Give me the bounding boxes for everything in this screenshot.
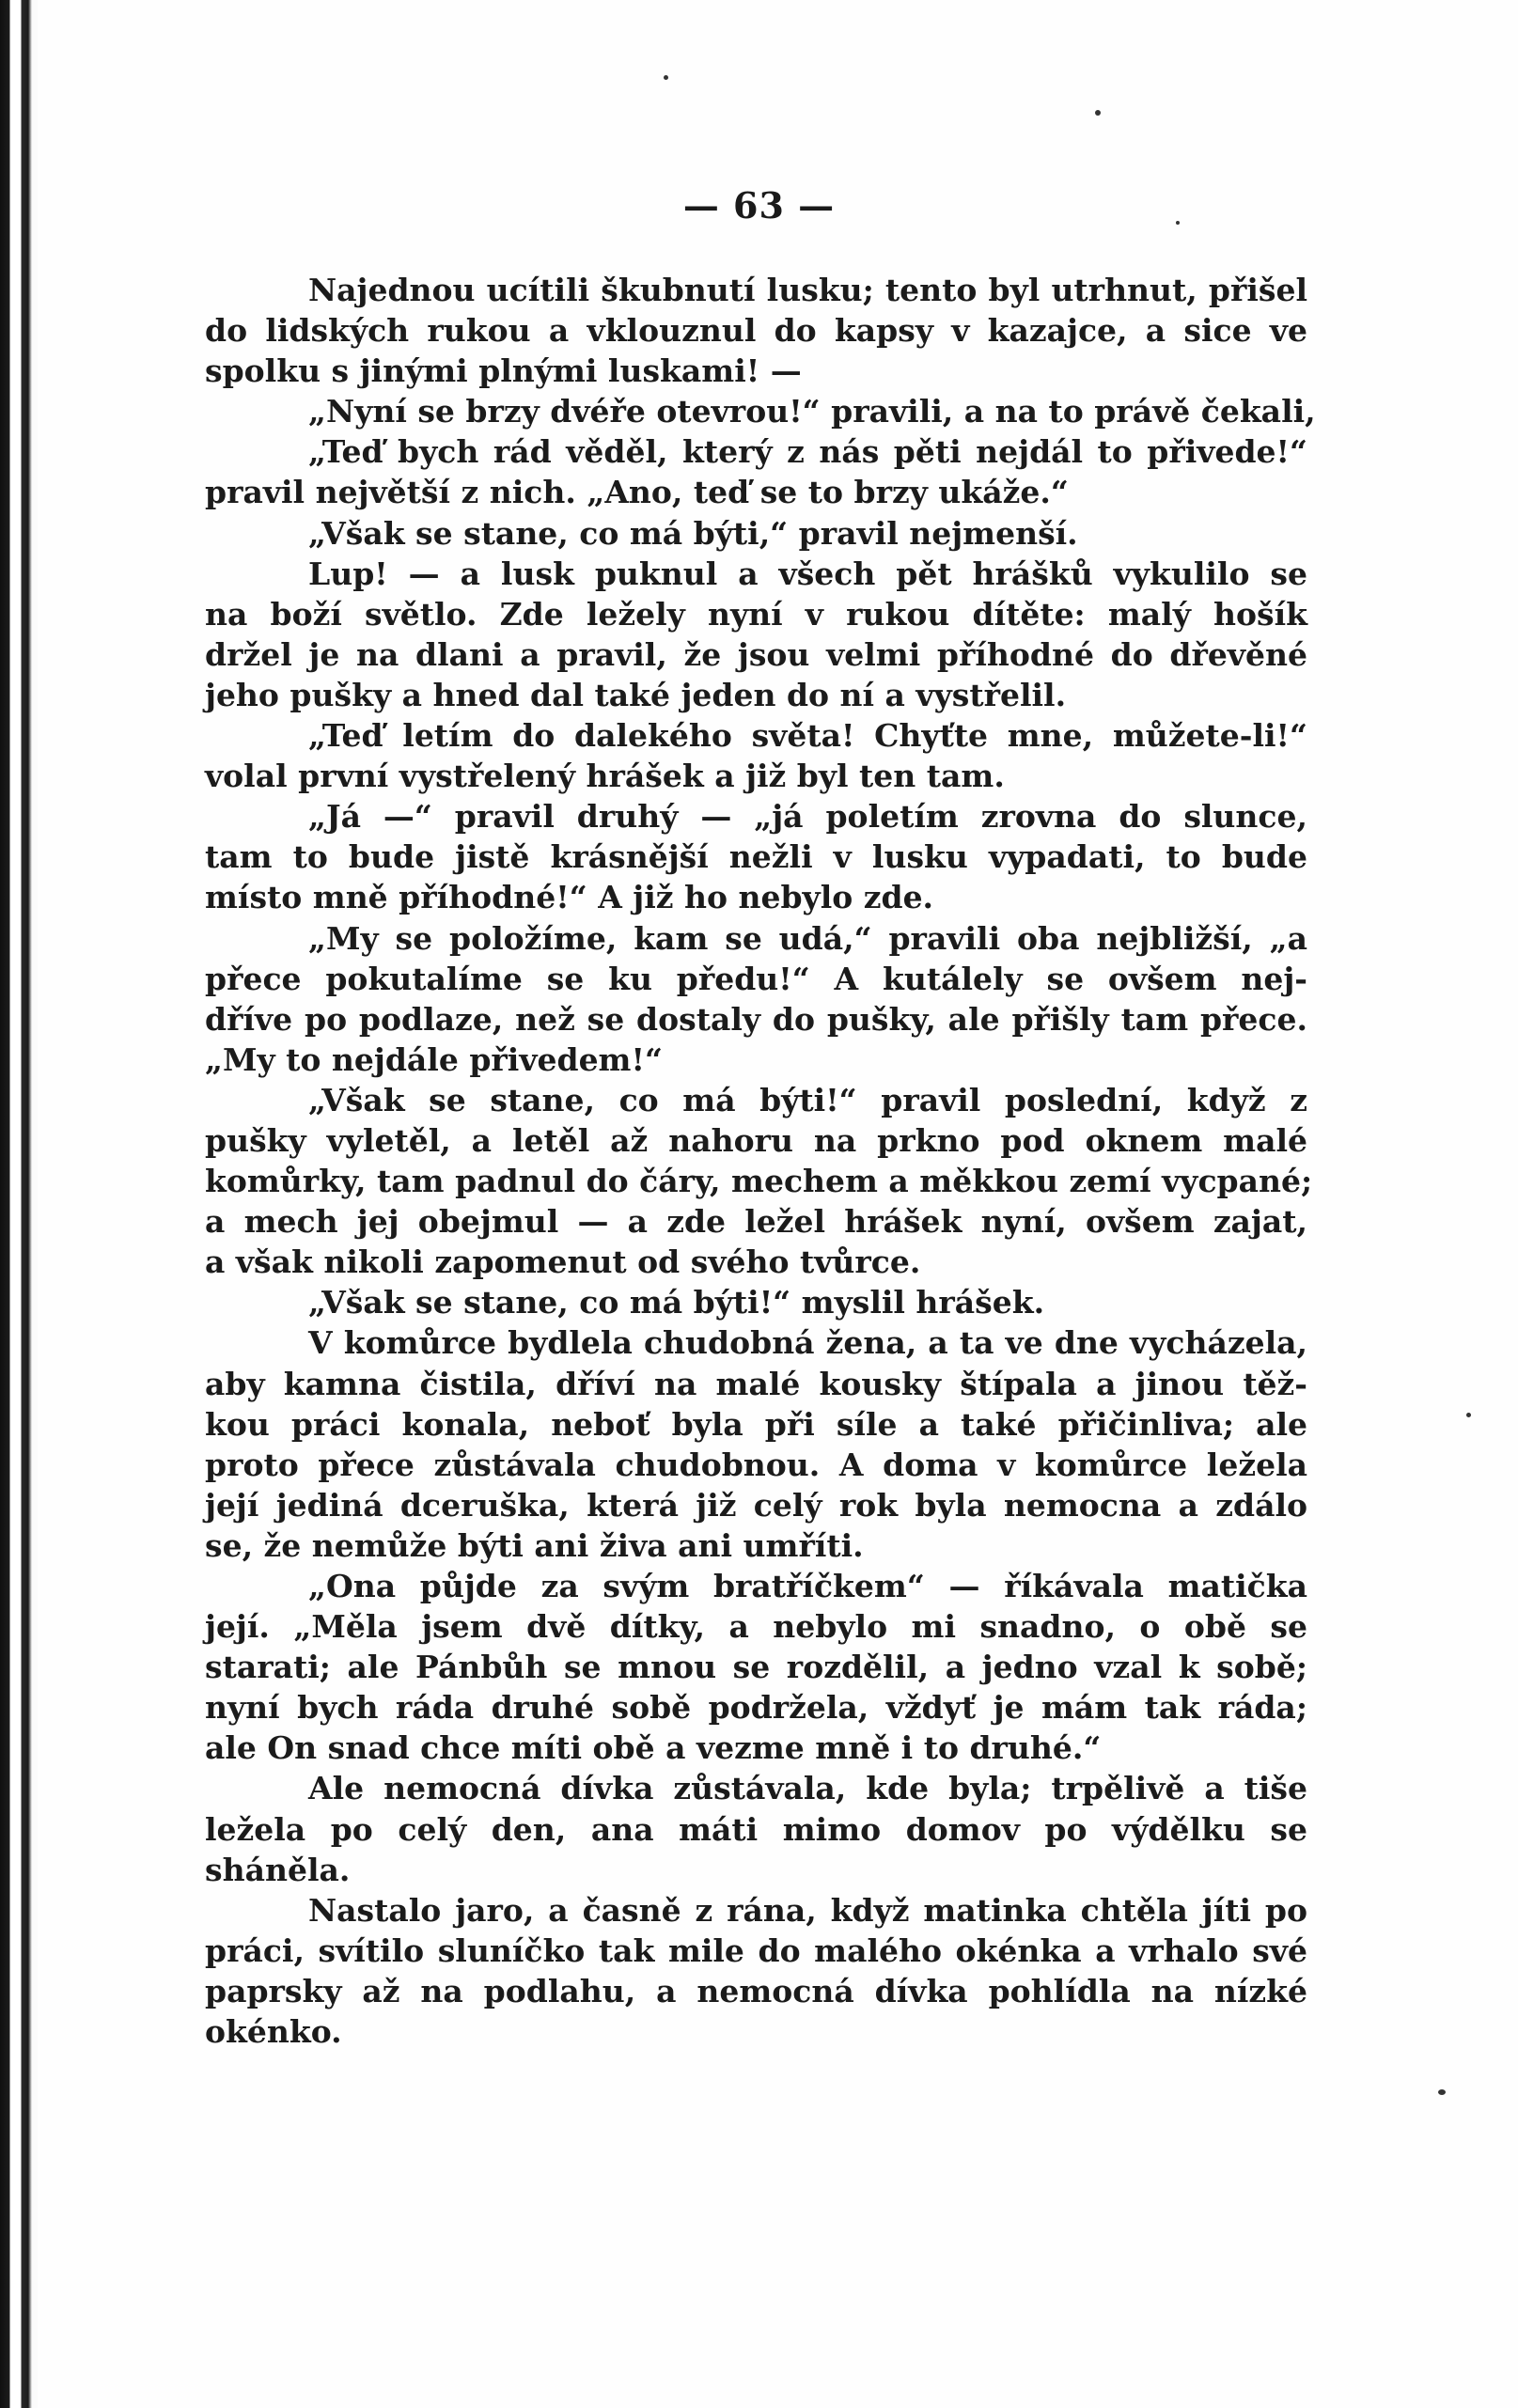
text-line: starati; ale Pánbůh se mnou se rozdělil, a jedno vzal k sobě; xyxy=(205,1649,1307,1686)
text-line: ležela po celý den, ana máti mimo domov po výdělku se xyxy=(205,1810,1307,1848)
text-line: nyní bych ráda druhé sobě podržela, vždyť je mám tak ráda; xyxy=(205,1689,1307,1727)
text-line: sháněla. xyxy=(205,1851,351,1888)
scan-speck xyxy=(664,75,668,80)
text-line: se, že nemůže býti ani živa ani umříti. xyxy=(205,1526,864,1564)
text-line: „My se položíme, kam se udá,“ pravili oba nejbližší, „a xyxy=(308,919,1307,957)
text-line: její. „Měla jsem dvě dítky, a nebylo mi snadno, o obě se xyxy=(205,1608,1307,1646)
text-line: „Teď bych rád věděl, který z nás pěti nejdál to přivede!“ xyxy=(308,433,1307,471)
text-line: „My to nejdále přivedem!“ xyxy=(205,1040,663,1078)
text-line: a mech jej obejmul — a zde ležel hrášek nyní, ovšem zajat, xyxy=(205,1203,1307,1241)
text-line: místo mně příhodné!“ A již ho nebylo zde. xyxy=(205,879,934,916)
text-line: Nastalo jaro, a časně z rána, když matinka chtěla jíti po xyxy=(308,1891,1307,1929)
text-line: ale On snad chce míti obě a vezme mně i to druhé.“ xyxy=(205,1729,1102,1767)
text-line: „Však se stane, co má býti!“ pravil poslední, když z xyxy=(308,1081,1307,1118)
text-line: „Teď letím do dalekého světa! Chyťte mne, můžete-li!“ xyxy=(308,717,1307,755)
text-line: na boží světlo. Zde ležely nyní v rukou dítěte: malý hošík xyxy=(205,595,1307,633)
book-spine-edge xyxy=(0,0,38,2408)
text-line: „Nyní se brzy dvéře otevrou!“ pravili, a na to právě čekali, xyxy=(308,393,1316,430)
text-line: V komůrce bydlela chudobná žena, a ta ve dne vycházela, xyxy=(308,1324,1307,1362)
page-number: — 63 — xyxy=(682,184,836,227)
text-line: „Však se stane, co má býti!“ myslil hrášek. xyxy=(308,1284,1045,1321)
text-line: volal první vystřelený hrášek a již byl ten tam. xyxy=(205,758,1005,795)
text-line: kou práci konala, neboť byla při síle a také přičinliva; ale xyxy=(205,1405,1307,1443)
text-line: její jediná dceruška, která již celý rok byla nemocna a zdálo xyxy=(205,1486,1307,1524)
text-line: pušky vyletěl, a letěl až nahoru na prkno pod oknem malé xyxy=(205,1121,1307,1159)
text-line: Ale nemocná dívka zůstávala, kde byla; trpělivě a tiše xyxy=(308,1770,1307,1807)
text-line: paprsky až na podlahu, a nemocná dívka pohlídla na nízké xyxy=(205,1972,1307,2009)
text-line: přece pokutalíme se ku předu!“ A kutálely se ovšem nej- xyxy=(205,960,1307,997)
text-line: spolku s jinými plnými luskami! — xyxy=(205,352,802,390)
text-line: jeho pušky a hned dal také jeden do ní a vystřelil. xyxy=(205,676,1067,713)
text-line: práci, svítilo sluníčko tak mile do malého okénka a vrhalo své xyxy=(205,1931,1307,1969)
text-line: a však nikoli zapomenut od svého tvůrce. xyxy=(205,1243,921,1281)
scan-speck xyxy=(1095,110,1101,116)
text-line: pravil největší z nich. „Ano, teď se to brzy ukáže.“ xyxy=(205,474,1069,511)
text-line: aby kamna čistila, dříví na malé kousky štípala a jinou těž- xyxy=(205,1365,1307,1402)
text-line: okénko. xyxy=(205,2013,342,2051)
scan-speck xyxy=(1438,2089,1446,2095)
text-line: Lup! — a lusk puknul a všech pět hrášků vykulilo se xyxy=(308,555,1307,592)
scan-speck xyxy=(1176,221,1180,225)
text-line: „Však se stane, co má býti,“ pravil nejmenší. xyxy=(308,514,1078,552)
scan-speck xyxy=(1466,1413,1471,1417)
text-line: proto přece zůstávala chudobnou. A doma v komůrce ležela xyxy=(205,1446,1307,1483)
text-line: do lidských rukou a vklouznul do kapsy v kazajce, a sice ve xyxy=(205,312,1307,350)
text-line: tam to bude jistě krásnější nežli v lusku vypadati, to bude xyxy=(205,838,1307,876)
text-line: držel je na dlani a pravil, že jsou velmi příhodné do dřevěné xyxy=(205,635,1307,673)
body-text xyxy=(205,270,1316,2052)
text-line: „Ona půjde za svým bratříčkem“ — říkávala matička xyxy=(308,1568,1307,1604)
text-line: Najednou ucítili škubnutí lusku; tento byl utrhnut, přišel xyxy=(308,272,1307,308)
text-line: komůrky, tam padnul do čáry, mechem a měkkou zemí vycpané; xyxy=(205,1163,1313,1200)
text-line: „Já —“ pravil druhý — „já poletím zrovna do slunce, xyxy=(308,798,1307,836)
text-line: dříve po podlaze, než se dostaly do pušky, ale přišly tam přece. xyxy=(205,1000,1307,1038)
